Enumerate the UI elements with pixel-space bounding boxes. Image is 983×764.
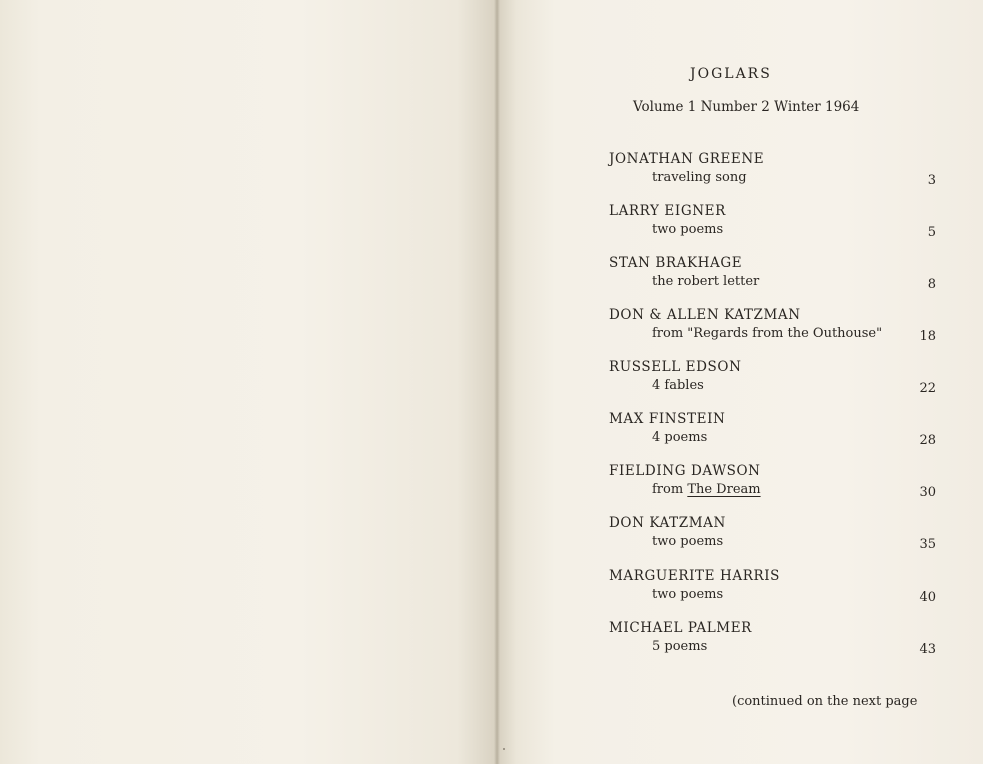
entry-author: RUSSELL EDSON: [609, 359, 742, 375]
contents-entry: [0, 463, 983, 505]
entry-page-number: 35: [919, 537, 936, 552]
entry-author: DON KATZMAN: [609, 515, 726, 531]
contents-entry: [0, 515, 983, 557]
entry-work: 4 poems: [652, 430, 708, 445]
contents-entry: [0, 411, 983, 453]
entry-author: DON & ALLEN KATZMAN: [609, 307, 801, 323]
entry-author: MARGUERITE HARRIS: [609, 568, 781, 584]
entry-work: [652, 482, 761, 497]
journal-title: JOGLARS: [690, 66, 772, 82]
entry-work: 4 fables: [652, 378, 704, 393]
paper-speck: [503, 748, 505, 750]
entry-page-number: 28: [919, 433, 936, 448]
entry-author: MAX FINSTEIN: [609, 411, 726, 427]
entry-work: 5 poems: [652, 639, 708, 654]
entry-author: FIELDING DAWSON: [609, 463, 761, 479]
entry-author: LARRY EIGNER: [609, 203, 726, 219]
entry-page-number: 22: [919, 381, 936, 396]
contents-entry: [0, 255, 983, 297]
contents-entry: [0, 203, 983, 245]
entry-page-number: 40: [919, 590, 936, 605]
entry-work: two poems: [652, 534, 724, 549]
contents-entry: [0, 307, 983, 349]
entry-work: from "Regards from the Outhouse": [652, 326, 883, 341]
entry-work: two poems: [652, 222, 724, 237]
continued-note: (continued on the next page: [732, 694, 918, 709]
entry-work: the robert letter: [652, 274, 760, 289]
entry-work-prefix: from: [652, 482, 688, 497]
issue-line: Volume 1 Number 2 Winter 1964: [633, 99, 860, 115]
entry-author: MICHAEL PALMER: [609, 620, 752, 636]
entry-page-number: 5: [927, 225, 936, 240]
entry-page-number: 18: [919, 329, 936, 344]
contents-entry: [0, 359, 983, 401]
entry-work-title: The Dream: [687, 482, 761, 497]
entry-author: STAN BRAKHAGE: [609, 255, 743, 271]
entry-work: traveling song: [652, 170, 747, 185]
entry-page-number: 43: [919, 642, 936, 657]
entry-author: JONATHAN GREENE: [609, 151, 765, 167]
contents-entry: [0, 568, 983, 610]
contents-entry: [0, 620, 983, 662]
entry-page-number: 30: [919, 485, 936, 500]
entry-page-number: 3: [927, 173, 936, 188]
contents-entry: [0, 151, 983, 193]
entry-page-number: 8: [927, 277, 936, 292]
entry-work: two poems: [652, 587, 724, 602]
